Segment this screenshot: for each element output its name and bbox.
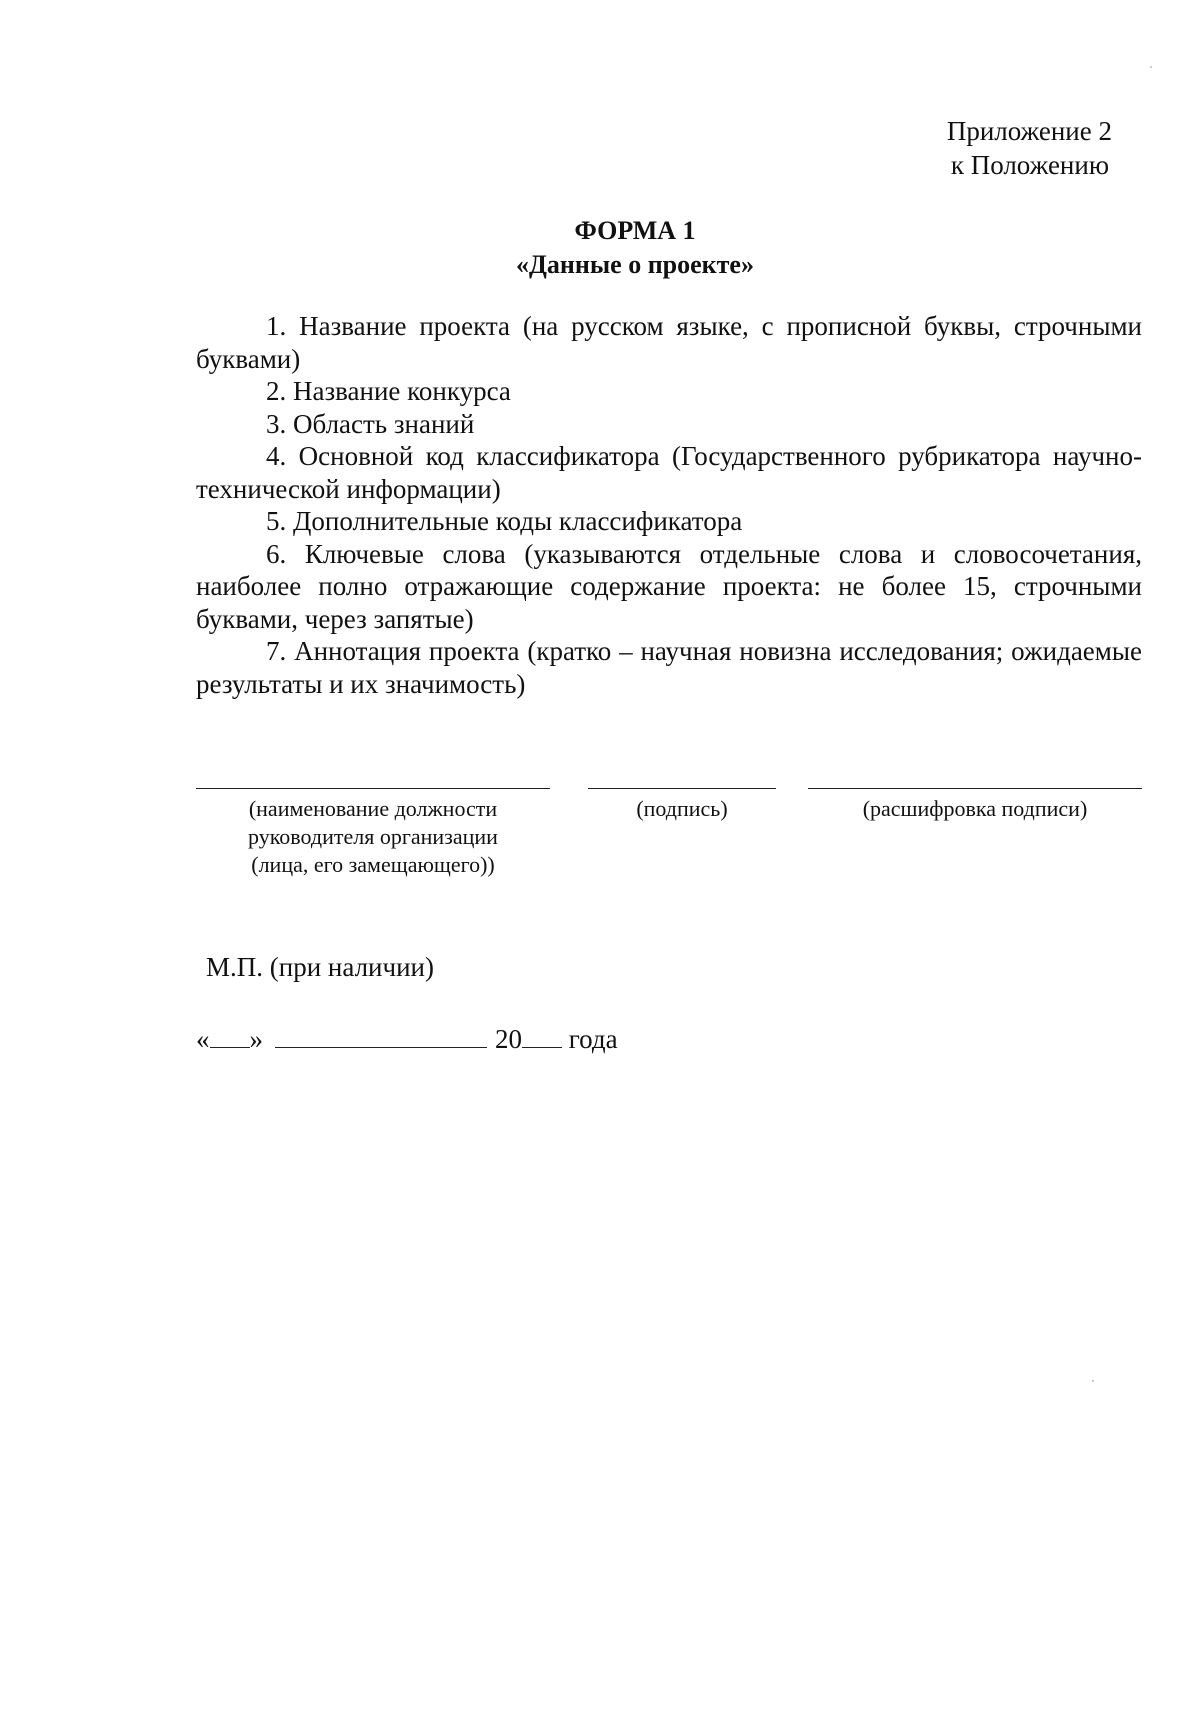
appendix-reference [852, 114, 1112, 182]
scan-speck [1092, 1380, 1094, 1382]
appendix-regulation: к Положению [950, 150, 1109, 180]
form-item-annotation: 7. Аннотация проекта (кратко – научная новизна исследования; ожидаемые результаты и их значимость) [196, 636, 1142, 699]
position-signature-field[interactable] [196, 788, 550, 879]
form-item-additional-codes: 5. Дополнительные коды классификатора [266, 506, 743, 536]
month-blank-field[interactable] [275, 1024, 487, 1048]
signature-caption: (подпись) [636, 796, 728, 821]
year-blank-field[interactable] [522, 1024, 562, 1048]
form-number: ФОРМА 1 [574, 216, 696, 245]
date-open-quote: « [196, 1024, 210, 1054]
position-caption-line3: (лица, его замещающего)) [251, 852, 495, 877]
signature-field[interactable] [588, 788, 776, 823]
date-close-quote: » [249, 1024, 263, 1054]
position-caption-line1: (наименование должности [248, 796, 498, 821]
decode-caption: (расшифровка подписи) [862, 796, 1088, 821]
appendix-number: Приложение 2 [946, 116, 1112, 146]
form-item-main-classifier-code: 4. Основной код классификатора (Государственного рубрикатора научно-технической информации) [196, 441, 1142, 504]
form-item-contest-name: 2. Название конкурса [266, 376, 511, 406]
date-line [196, 1022, 618, 1056]
form-item-keywords: 6. Ключевые слова (указываются отдельные слова и словосочетания, наиболее полно отражающие содержание проекта: не более 15, строчными буквами, через запятые) [196, 538, 1142, 634]
signature-block [196, 788, 1142, 898]
form-items-list [196, 310, 1142, 700]
position-caption-line2: руководителя организации [248, 824, 498, 849]
form-name: «Данные о проекте» [516, 250, 754, 279]
year-suffix: года [568, 1024, 618, 1054]
form-item-project-title: 1. Название проекта (на русском языке, с прописной буквы, строчными буквами) [196, 311, 1142, 374]
signature-decode-field[interactable] [808, 788, 1142, 823]
day-blank-field[interactable] [210, 1024, 250, 1048]
scan-speck [1150, 66, 1152, 68]
stamp-placeholder: М.П. (при наличии) [206, 952, 434, 982]
form-item-field-of-knowledge: 3. Область знаний [266, 408, 475, 439]
form-title [0, 214, 1200, 282]
year-prefix: 20 [495, 1024, 522, 1054]
